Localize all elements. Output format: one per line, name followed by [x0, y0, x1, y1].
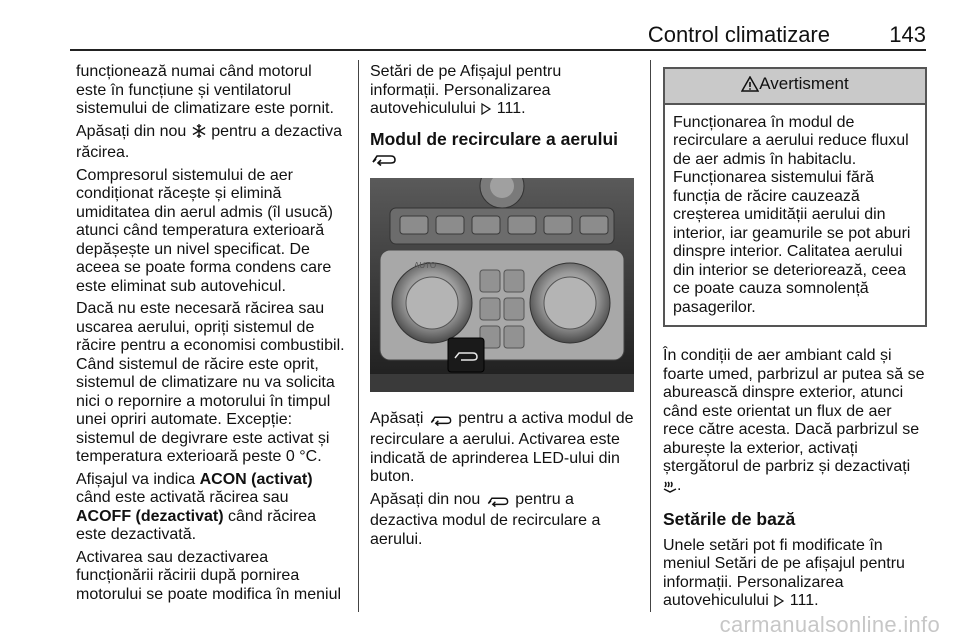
page-number: 143	[889, 22, 926, 47]
heading-text: Modul de recirculare a aerului	[370, 128, 618, 149]
paragraph: Dacă nu este necesară răcirea sau uscarea aerului, opriți sistemul de răcire pentru a economisi combustibil. Când sistemul de răcire este oprit, sistemul de climatizare nu va solicita nici o repornire a motorului în timpul unei opriri automate. Excepție: sistemul de degivrare este activat și temperatura exterioară peste 0 °C.	[76, 300, 345, 465]
header-rule	[70, 49, 926, 51]
text-span: Apăsați din nou	[370, 490, 481, 508]
paragraph	[76, 471, 346, 545]
warning-box	[663, 67, 927, 327]
paragraph	[370, 63, 634, 122]
column-left	[76, 63, 346, 608]
page-header	[70, 22, 926, 48]
paragraph: Compresorul sistemului de aer condiționat răcește și elimină umiditatea din aerul admis (îl usucă) atunci când temperatura exterioară depășește un nivel specificat. De aceea se poate forma condens care este eliminat sub autovehicul.	[76, 166, 334, 295]
section-heading: Setările de bază	[663, 509, 796, 529]
column-divider	[650, 60, 651, 612]
warning-body: Funcționarea în modul de recirculare a aerului reduce fluxul de aer admis în habitaclu. Funcționarea sistemului fără funcția de răcire cauzează creșterea umidității aerului din interior, iar geamurile se pot aburi dinspre interior. Calitatea aerului din interior se deteriorează, ceea ce poate cauza somnolență pasagerilor.	[673, 113, 911, 316]
snowflake-icon	[191, 123, 207, 145]
warning-title: Avertisment	[759, 74, 849, 93]
text-span: pentru a dezactiva răcirea.	[76, 122, 342, 161]
page-title: Control climatizare	[647, 22, 830, 47]
text-span: Apăsați	[370, 409, 424, 427]
column-right	[663, 63, 927, 618]
column-middle	[370, 63, 634, 553]
text-span: Afișajul va indica	[76, 470, 196, 488]
text-span: În condiții de aer ambiant cald și foarte umed, parbrizul ar putea să se aburească dinspre exterior, atunci când este orientat un flux de aer rece către acesta. Dacă parbrizul se aburește la exterior, activați ștergătorul de parbriz și dezactivați	[663, 347, 925, 475]
column-divider	[358, 60, 359, 612]
page-reference: 111.	[496, 100, 526, 117]
text-span: Setări de pe Afișajul pentru informații. Personalizarea autovehiculului	[370, 63, 562, 117]
text-span: pentru a dezactiva modul de recirculare a aerului.	[370, 490, 601, 548]
paragraph	[370, 410, 634, 487]
reference-arrow-icon	[480, 102, 492, 122]
text-span: pentru a activa modul de recirculare a aerului. Activarea este indicată de aprinderea LED-ului din buton.	[370, 409, 634, 485]
paragraph: funcționează numai când motorul este în funcțiune și ventilatorul sistemului de climatizare este pornit.	[76, 63, 334, 117]
paragraph	[663, 537, 927, 614]
paragraph: Activarea sau dezactivarea funcționării răcirii după pornirea motorului se poate modifica în meniul	[76, 548, 342, 603]
paragraph	[76, 123, 346, 163]
text-span: când răcirea este dezactivată.	[76, 507, 317, 543]
panel-auto-label: AUTO	[414, 260, 437, 270]
climate-control-panel-photo	[370, 178, 634, 392]
warning-header	[665, 69, 925, 105]
warning-triangle-icon	[741, 76, 759, 97]
recirculation-icon	[485, 493, 511, 513]
watermark: carmanualsonline.info	[719, 612, 940, 637]
rear-defog-icon	[663, 479, 677, 499]
text-span: Apăsați din nou	[76, 122, 187, 140]
paragraph	[370, 491, 634, 550]
status-acoff: ACOFF (dezactivat)	[76, 507, 224, 525]
reference-arrow-icon	[773, 594, 785, 614]
paragraph	[663, 347, 927, 498]
section-heading	[370, 130, 634, 170]
text-span: când este activată răcirea sau	[76, 489, 289, 506]
status-acon: ACON (activat)	[199, 470, 313, 488]
recirculation-icon	[370, 150, 398, 170]
text-span: .	[677, 476, 682, 494]
text-span: Unele setări pot fi modificate în meniul Setări de pe afișajul pentru informații. Personalizarea autovehiculului	[663, 536, 905, 609]
recirculation-icon	[428, 412, 454, 432]
page-reference: 111.	[789, 592, 819, 609]
